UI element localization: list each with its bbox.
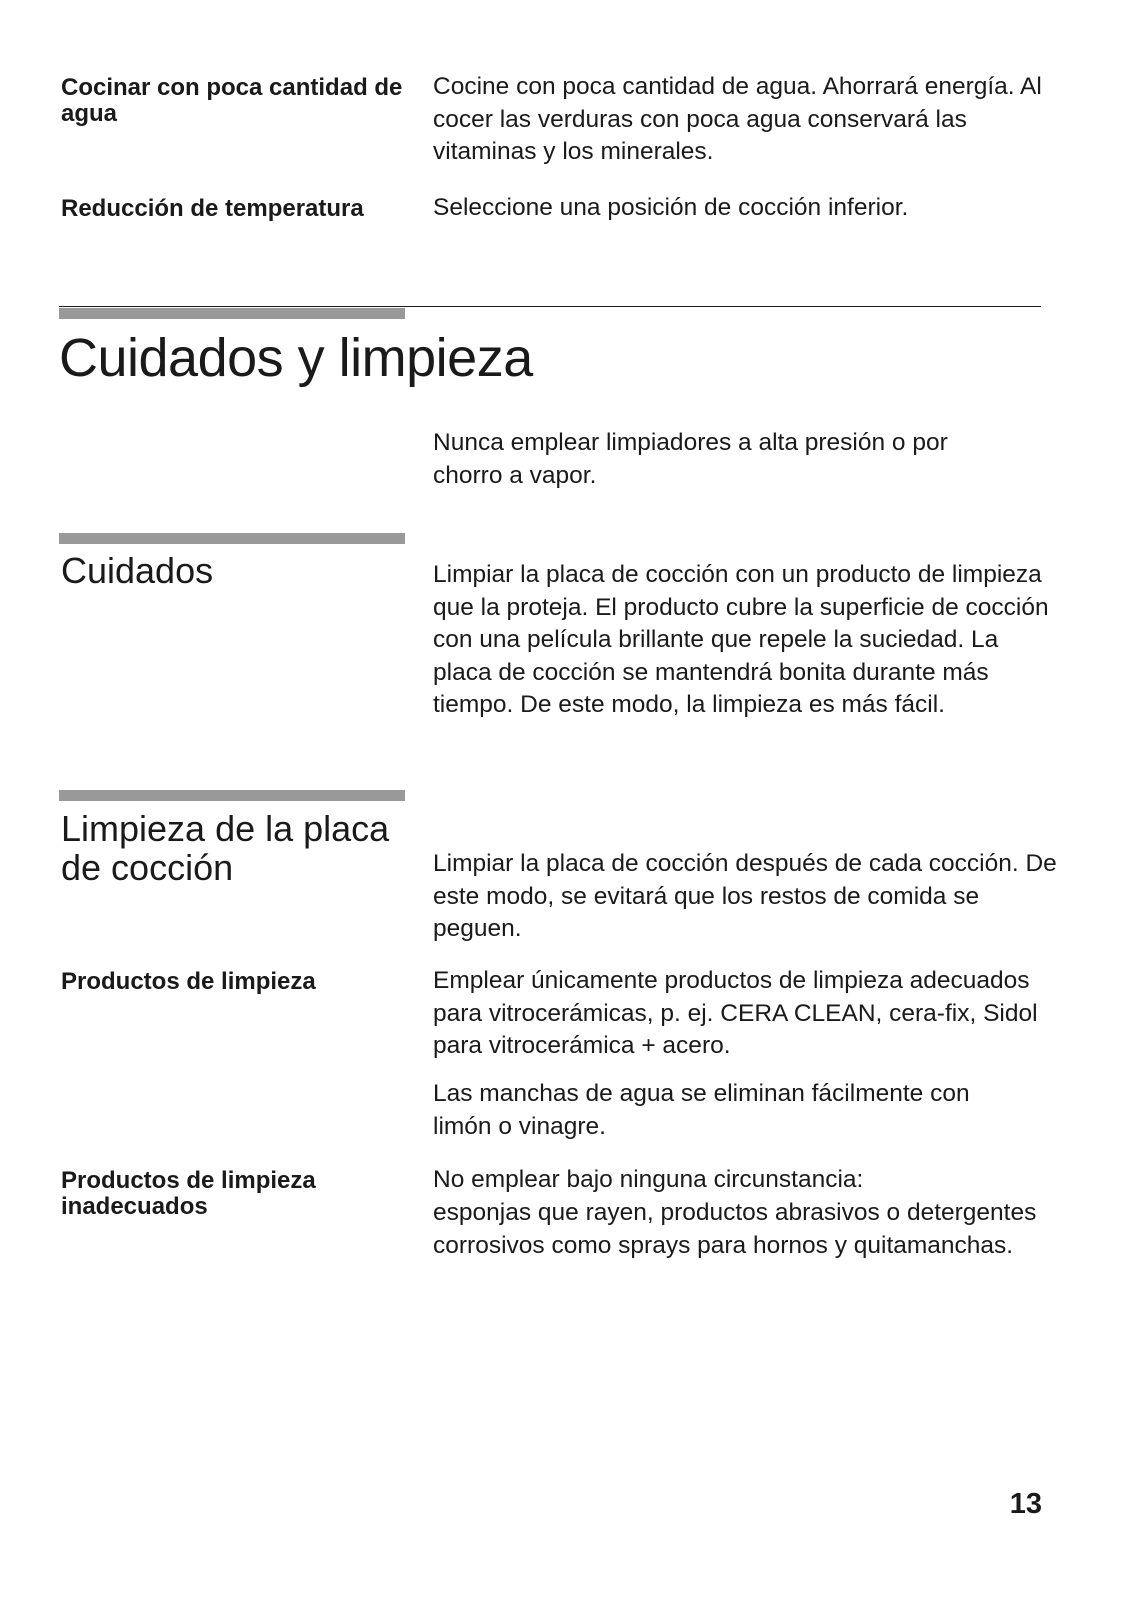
cleaning-text: Limpiar la placa de cocción después de cada cocción. De este modo, se evitará que los restos de comida se peguen. xyxy=(433,850,1057,942)
chapter-rule xyxy=(59,306,1041,307)
unsuitable-text-list: esponjas que rayen, productos abrasivos o detergentes corrosivos como sprays para hornos y quitamanchas. xyxy=(433,1199,1037,1259)
chapter-intro: Nunca emplear limpiadores a alta presión o por chorro a vapor. xyxy=(433,429,948,489)
tip-label-temperature: Reducción de temperatura xyxy=(61,195,364,222)
tip-text-low-water: Cocine con poca cantidad de agua. Ahorrará energía. Al cocer las verduras con poca agua conservará las vitaminas y los minerales. xyxy=(433,73,1042,165)
tip-label-low-water: Cocinar con poca cantidad de agua xyxy=(61,74,403,127)
products-water-stains-text: Las manchas de agua se eliminan fácilmente con limón o vinagre. xyxy=(433,1080,970,1140)
cleaning-title: Limpieza de la placa de cocción xyxy=(61,808,390,888)
page-number: 13 xyxy=(1009,1488,1042,1520)
products-text: Emplear únicamente productos de limpieza adecuados para vitrocerámicas, p. ej. CERA CLEAN, cera-fix, Sidol para vitrocerámica + acero. xyxy=(433,967,1038,1059)
unsuitable-text-intro: No emplear bajo ninguna circunstancia: xyxy=(433,1166,864,1193)
care-text: Limpiar la placa de cocción con un producto de limpieza que la proteja. El producto cubre la superficie de cocción con una película brillante que repele la suciedad. La placa de cocción se mantendrá bonita durante más tiempo. De este modo, la limpieza es más fácil. xyxy=(433,561,1049,718)
care-title: Cuidados xyxy=(61,550,214,591)
products-label: Productos de limpieza xyxy=(61,968,316,995)
chapter-title: Cuidados y limpieza xyxy=(59,328,533,388)
unsuitable-label: Productos de limpieza inadecuados xyxy=(61,1167,316,1220)
care-gray-bar xyxy=(59,533,405,544)
tip-text-temperature: Seleccione una posición de cocción inferior. xyxy=(433,194,909,221)
cleaning-gray-bar xyxy=(59,790,405,801)
chapter-gray-bar xyxy=(59,308,405,319)
